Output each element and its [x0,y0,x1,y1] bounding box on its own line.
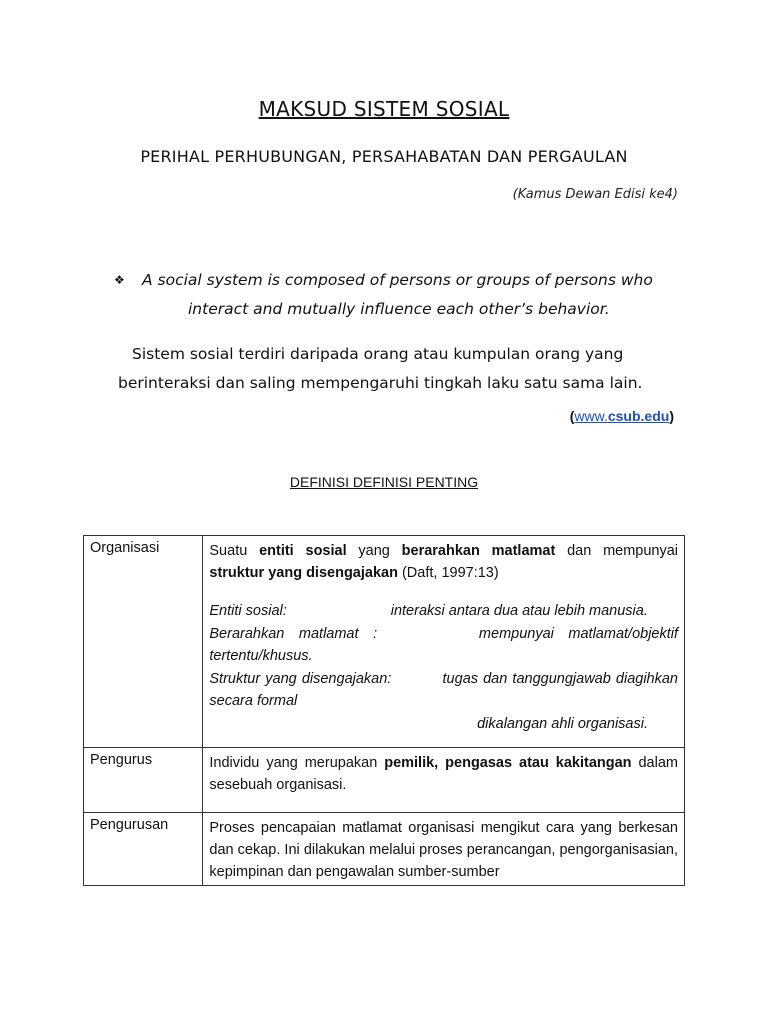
table-row [84,813,685,886]
csub-link[interactable]: www.csub.edu [574,408,670,424]
source-citation-csub: (www.csub.edu) [569,408,674,424]
term-cell: Organisasi [84,536,203,748]
english-definition-line-1: A social system is composed of persons or groups of persons who [142,271,653,289]
definition-text: Individu yang merupakan pemilik, pengasas atau kakitangan dalam sesebuah organisasi. [209,755,678,793]
table-row [84,536,685,748]
definition-text: Proses pencapaian matlamat organisasi mengikut cara yang berkesan dan cekap. Ini dilakukan melalui proses perancangan, pengorganisasian, kepimpinan dan pengawalan sumber-sumber [209,820,678,880]
term-cell: Pengurusan [84,813,203,886]
definition-cell [203,748,685,813]
definitions-table [83,535,685,886]
page-title: MAKSUD SISTEM SOSIAL [258,97,510,121]
section-heading: DEFINISI DEFINISI PENTING [289,474,479,490]
diamond-bullet-icon: ❖ [114,273,125,287]
malay-definition-line-2: berinteraksi dan saling mempengaruhi tingkah laku satu sama lain. [118,374,643,392]
english-definition-line-2: interact and mutually influence each other’s behavior. [188,300,610,318]
sub-definition-struktur: Struktur yang disengajakan: tugas dan tanggungjawab diagihkan secara formal [209,670,678,709]
term-cell: Pengurus [84,748,203,813]
definition-sub-list [209,600,678,735]
table-row [84,748,685,813]
malay-definition-line-1: Sistem sosial terdiri daripada orang atau kumpulan orang yang [132,345,624,363]
source-citation-kamus: (Kamus Dewan Edisi ke4) [512,187,678,202]
sub-definition-entiti: Entiti sosial: interaksi antara dua atau lebih manusia. [209,603,648,619]
page-subtitle: PERIHAL PERHUBUNGAN, PERSAHABATAN DAN PERGAULAN [140,147,628,166]
sub-definition-berarahkan: Berarahkan matlamat : mempunyai matlamat/objektif tertentu/khusus. [209,625,679,664]
definition-text: Suatu entiti sosial yang berarahkan matlamat dan mempunyai struktur yang disengajakan (Daft, 1997:13) [209,543,679,581]
definition-cell [203,813,685,886]
definition-cell [203,536,685,748]
sub-definition-struktur-end: dikalangan ahli organisasi. [477,715,648,732]
